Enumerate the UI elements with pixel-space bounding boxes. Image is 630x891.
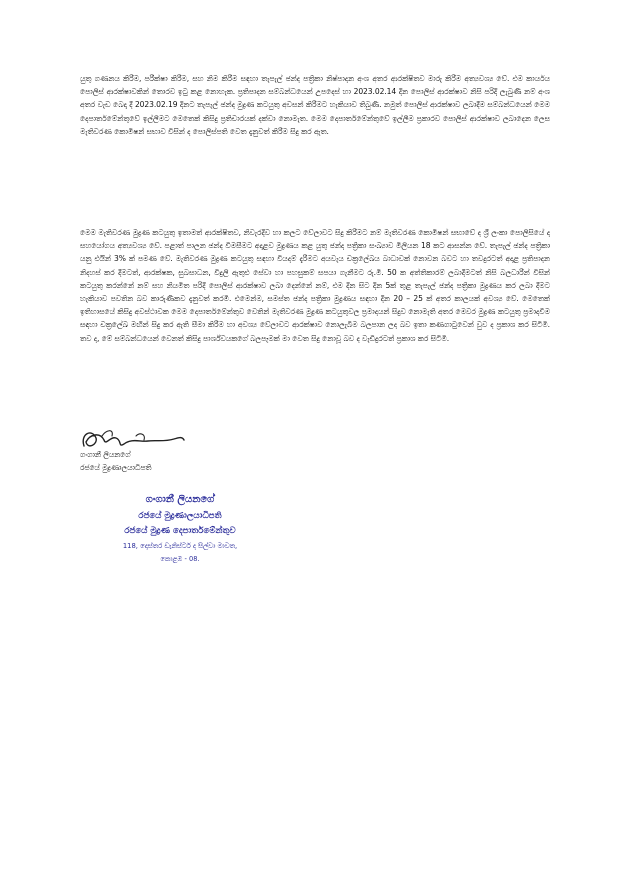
letter-paragraph-2: මෙම මැතිවරණ මුද්‍රණ කටයුතු ඉතාමත් ආරක්ෂිතව, නිවැරදිව හා කලට වේලාවට සිදු කිරීමට නම් මැතිවරණ කොමිෂන් සභාවේ ද ශ්‍රී ලංකා පොලිසියේ ද සහයෝගය අත්‍යවශ්‍ය වේ. පළාත් පාලන ඡන්ද විමසීමට අදාළව මුද්‍රණය කළ යුතු ඡන්ද පත්‍රිකා සංඛ්‍යාව මිලියන 18 කට ආසන්න වේ. තැපැල් ඡන්ද පත්‍රිකා යනු එයින් 3% ක් පමණ වේ. මැතිවරණ මුද්‍රණ කටයුතු සඳහා වියදම් දැරීමට අයවැය චක්‍රලේඛය බාධාවක් නොවන බවට හා තවදුරටත් අදාළ ප්‍රතිපාදන නිදහස් කර දීමටත්, ආරක්ෂක, සුබසාධන, විදුලි ඇතුළු සේවා හා පහසුකම් සපයා ගැනීමට රු.මි. 50 ක අත්තිකාරම් ලබාදීමටත් නිසි බලධාරීන් විසින් කටයුතු කරන්නේ නම් සහ නියමිත පරිදි පොලිස් ආරක්ෂාව ලබා දෙන්නේ නම්, එම දින සිට දින 5ක් තුළ තැපැල් ඡන්ද පත්‍රිකා මුද්‍රණය කර ලබා දීමට හැකියාව පවතින බව කාරුණිකව දැනුවත් කරමි. එමෙන්ම, සමස්ත ඡන්ද පත්‍රිකා මුද්‍රණය සඳහා දින 20 – 25 ක් අතර කාලයක් අවශ්‍ය වේ. මෙතෙක් ඉතිහාසයේ කිසිදු අවස්ථාවක මෙම දෙපාර්තමේන්තුව වෙතින් මැතිවරණ මුද්‍රණ කටයුතුවල ප්‍රමාදයන් සිදුව නොමැති අතර මෙවර මුද්‍රණ කටයුතු ප්‍රමාදවීම සඳහා චක්‍රලේඛ මඟින් සිදු කර ඇති සීමා කිරීම හා අවශ්‍ය වේලාවට ආරක්ෂාව නොලැබීම බලපාන ලද බව ඉතා කණගාටුවෙන් වුව ද ප්‍රකාශ කර සිටිමි. තව ද, මේ සම්බන්ධයෙන් වෙනත් කිසිදු පාර්ශ්වයකගේ බලපෑමක් මා වෙත සිදු නොවූ බව ද වැඩිදුරටත් ප්‍රකාශ කර සිටිමි. bbox=[80, 228, 550, 343]
stamp-name: ගංගානී ලියනගේ bbox=[145, 494, 215, 505]
signer-name: ගංගානී ලියනගේ bbox=[80, 450, 131, 459]
stamp-address-line-2: කොළඹ - 08. bbox=[160, 555, 200, 563]
stamp-address-line-1: 118, දොස්තර ඩැනිස්ටර් ද සිල්වා මාවත, bbox=[122, 542, 238, 550]
letter-paragraph-1: යුතු ගණනය කිරීම, පරීක්ෂා කිරීම, සහ නිම කිරීම සඳහා තැපැල් ඡන්ද පත්‍රිකා නිෂ්පාදන අංශ අතර ආරක්ෂිතව මාරු කිරීම අත්‍යවශ්‍ය වේ. එම කාර්යය පොලිස් ආරක්ෂාවකින් තොරව ඉටු කළ නොහැක. ප්‍රතිපාදන සම්බන්ධයෙන් උපදෙස් හා 2023.02.14 දින පොලිස් ආරක්ෂාව නිසි පරිදි ලැබුණි නම් අංශ අතර වැඩ බෙදා දී 2023.02.19 දිනට තැපැල් ඡන්ද මුද්‍රණ කටයුතු අවසන් කිරීමට හැකියාව තිබුණි. නමුත් පොලිස් ආරක්ෂාව ලබාදීම සම්බන්ධයෙන් මෙම දෙපාර්තමේන්තුවේ ඉල්ලීමට මෙතෙක් කිසිදු ප්‍රතිචාරයක් දක්වා නොමැත. මෙම දෙපාර්තමේන්තුවේ ඉල්ලීම ප්‍රකාරව පොලිස් ආරක්ෂාව ලබාදෙන ලෙස මැතිවරණ කොමිෂන් සභාව විසින් ද පොලිස්පති වෙත දැනුවත් කිරීම සිදු කර ඇත. bbox=[80, 74, 550, 136]
signer-title: රජයේ මුද්‍රණාලයාධිපති bbox=[80, 463, 152, 472]
stamp-department: රජයේ මුද්‍රණ දෙපාර්තමේන්තුව bbox=[124, 526, 236, 536]
stamp-title: රජයේ මුද්‍රණාලයාධිපති bbox=[138, 511, 222, 521]
